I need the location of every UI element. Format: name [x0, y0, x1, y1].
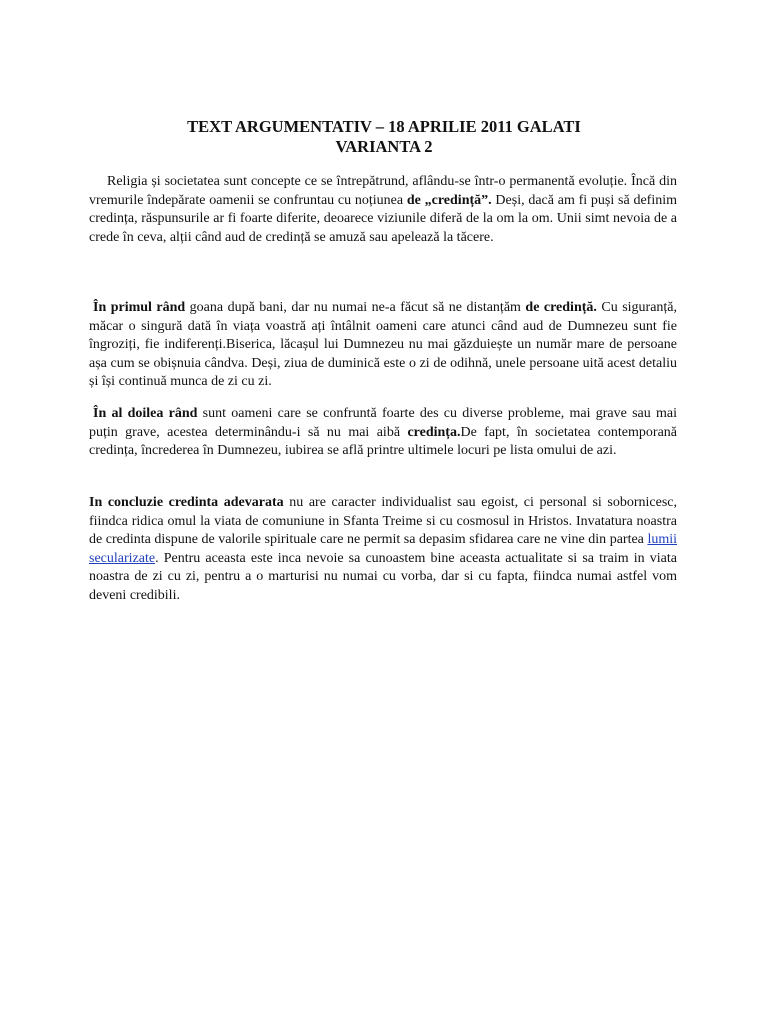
bold-phrase: În al doilea rând — [93, 406, 198, 421]
paragraph-text: sunt oameni care se confruntă foarte des cu diverse probleme, mai grave sau mai puțin grave, acestea determinându-i să nu mai aibă — [89, 406, 677, 440]
paragraph-second-argument — [89, 405, 677, 461]
paragraph-intro — [89, 173, 677, 247]
paragraph-text: Deși, dacă am fi puși să definim credința, răspunsurile ar fi foarte diferite, deoarece viziunile diferă de la om la om. Unii simt nevoia de a crede în ceva, alții când aud de credință se amuză sau apelează la tăcere. — [89, 192, 677, 245]
paragraph-text: De fapt, în societatea contemporană credința, încrederea în Dumnezeu, iubirea se află printre ultimele locuri pe lista omului de azi. — [89, 424, 677, 459]
bold-phrase: credința. — [407, 424, 461, 440]
bold-phrase: de „credință”. — [406, 192, 492, 208]
paragraph-text: Cu siguranță, măcar o singură dată în viața voastră ați întâlnit oameni care atunci când aud de Dumnezeu sunt fie îngroziți, fie indiferenți.Biserica, lăcașul lui Dumnezeu nu mai găzduiește un număr mare de persoane așa cum se obișnuia cândva. Deși, ziua de duminică este o zi de odihnă, unele persoane uită acest detaliu și își continuă munca de zi cu zi. — [89, 300, 678, 390]
paragraph-text: . Pentru aceasta este inca nevoie sa cunoastem bine aceasta actualitate si sa traim in viata noastra de zi cu zi, pentru a o marturisi nu numai cu vorba, dar si cu fapta, fiindca numai astfel vom deveni credibili. — [89, 550, 677, 603]
lumii-secularizate-link[interactable]: lumii secularizate — [89, 532, 677, 566]
document-title: TEXT ARGUMENTATIV – 18 APRILIE 2011 GALATI — [187, 117, 581, 136]
bold-phrase: În primul rând — [93, 300, 186, 315]
paragraph-first-argument — [89, 299, 677, 392]
paragraph-conclusion — [89, 494, 677, 606]
paragraph-text: Religia și societatea sunt concepte ce se întrepătrund, aflându-se într-o permanentă evoluție. Încă din vremurile îndepărate oamenii se confruntau cu noțiunea — [89, 174, 677, 208]
document-subtitle: VARIANTA 2 — [335, 137, 433, 156]
bold-phrase: In concluzie credinta adevarata — [89, 495, 284, 510]
paragraph-text: goana după bani, dar nu numai ne-a făcut să ne distanțăm — [185, 300, 526, 315]
bold-phrase: de credință. — [525, 300, 597, 315]
paragraph-text: nu are caracter individualist sau egoist, ci personal si sobornicesc, fiindca ridica omul la viata de comuniune in Sfanta Treime si cu cosmosul in Hristos. Invatatura noastra de credinta dispune de valorile spirituale care ne permit sa depasim sfidarea care ne vine din partea — [89, 495, 677, 548]
